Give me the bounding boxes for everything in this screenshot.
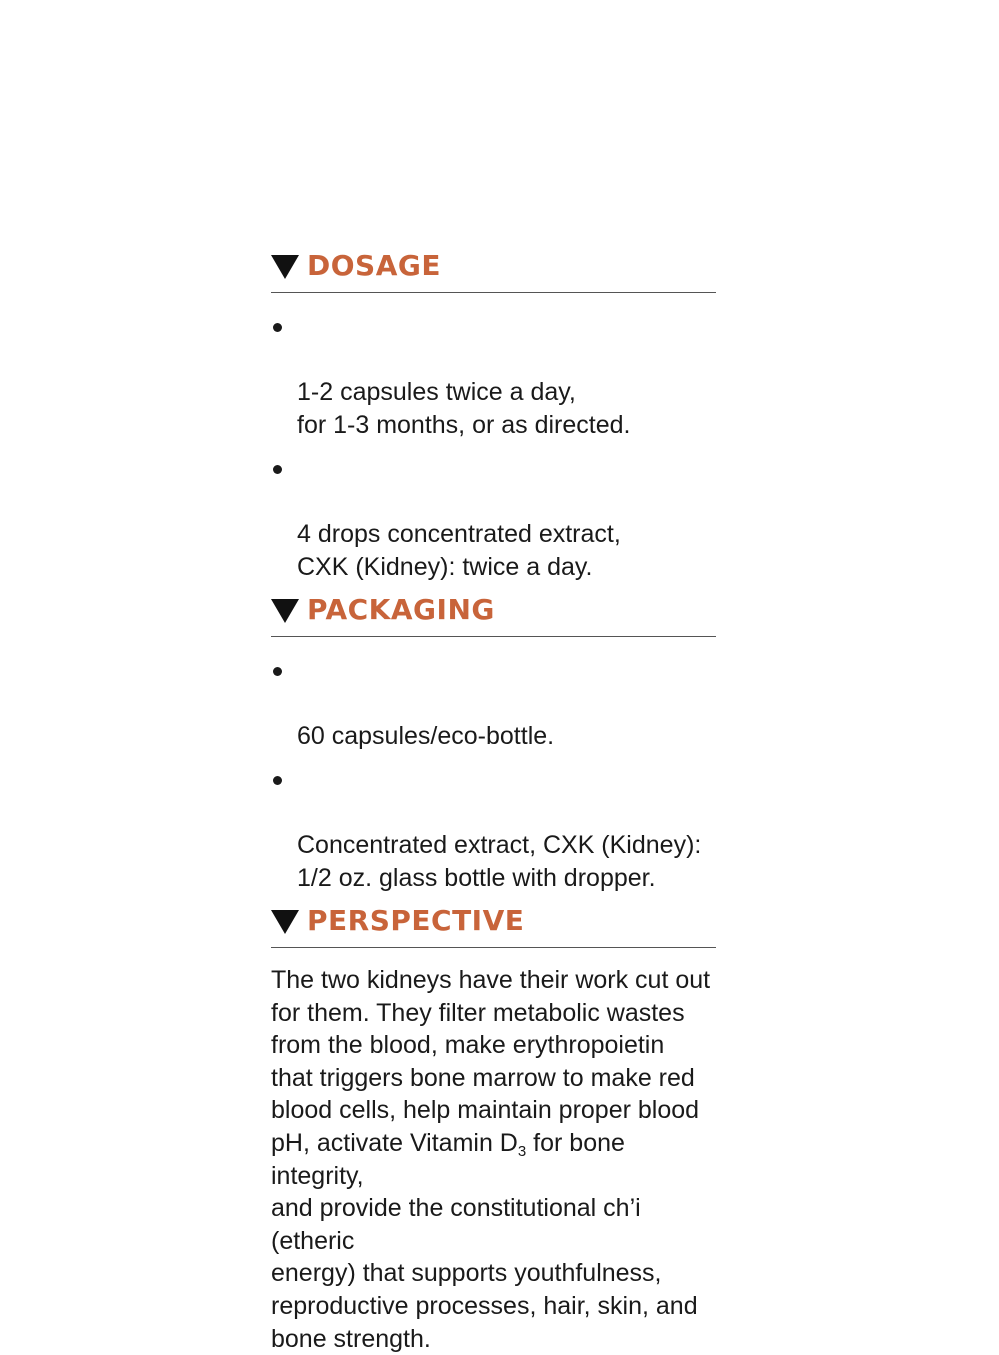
packaging-section	[271, 594, 716, 895]
dosage-divider	[271, 292, 716, 293]
perspective-paragraph	[271, 964, 716, 1355]
bullet-dot-icon	[273, 465, 282, 474]
packaging-item	[271, 654, 716, 753]
dosage-item	[271, 310, 716, 442]
perspective-text-part2: for bone integrity, and provide the constitutional ch’i (etheric energy) that supports youthfulness, reproductive processes, hair, skin, and bone strength.	[271, 1128, 698, 1353]
triangle-down-icon	[271, 599, 299, 623]
packaging-divider	[271, 636, 716, 637]
bullet-dot-icon	[273, 323, 282, 332]
product-info-panel	[271, 250, 716, 1355]
dosage-section	[271, 250, 716, 584]
dosage-item	[271, 452, 716, 584]
perspective-title: PERSPECTIVE	[307, 904, 525, 937]
dosage-header	[271, 250, 716, 282]
triangle-down-icon	[271, 910, 299, 934]
packaging-item-text: 60 capsules/eco-bottle.	[297, 722, 555, 750]
packaging-item	[271, 763, 716, 895]
triangle-down-icon	[271, 255, 299, 279]
perspective-section	[271, 905, 716, 1355]
packaging-item-text: Concentrated extract, CXK (Kidney): 1/2 oz. glass bottle with dropper.	[297, 831, 702, 892]
packaging-title: PACKAGING	[307, 593, 495, 626]
packaging-header	[271, 594, 716, 626]
bullet-dot-icon	[273, 776, 282, 785]
dosage-list	[271, 310, 716, 584]
dosage-item-text: 4 drops concentrated extract, CXK (Kidney): twice a day.	[297, 520, 621, 581]
perspective-divider	[271, 947, 716, 948]
dosage-item-text: 1-2 capsules twice a day, for 1-3 months, or as directed.	[297, 378, 631, 439]
vitamin-d-subscript: 3	[517, 1142, 527, 1160]
dosage-title: DOSAGE	[307, 249, 441, 282]
bullet-dot-icon	[273, 667, 282, 676]
perspective-header	[271, 905, 716, 937]
packaging-list	[271, 654, 716, 895]
perspective-text-part1: The two kidneys have their work cut out for them. They filter metabolic wastes from the blood, make erythropoietin that triggers bone marrow to make red blood cells, help maintain proper blood pH, activate Vitamin D	[271, 966, 711, 1157]
